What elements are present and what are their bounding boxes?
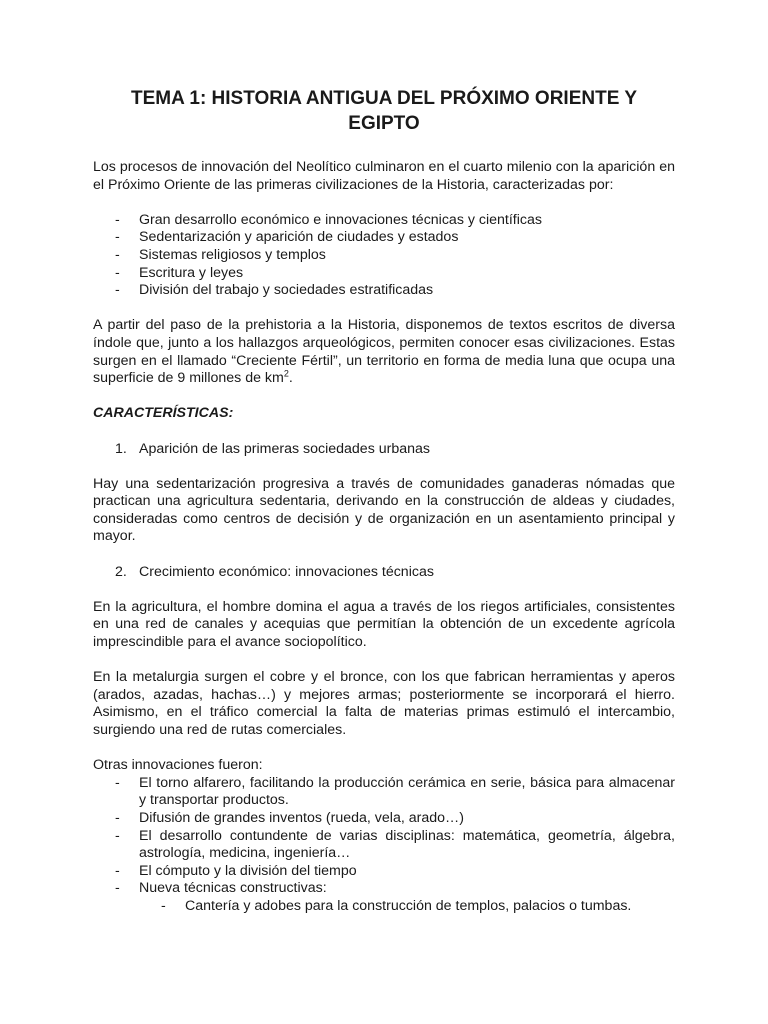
- list-item: - Gran desarrollo económico e innovaciones técnicas y científicas: [93, 212, 675, 230]
- section-heading: CARACTERÍSTICAS:: [93, 405, 234, 422]
- superscript: 2: [283, 368, 289, 379]
- paragraph-metalurgia: En la metalurgia surgen el cobre y el bronce, con los que fabrican herramientas y aperos (arados, azadas, hachas…) y mejores armas; posteriormente se incorporará el hierro. Asimismo, en el tráfico comercial la falta de materias primas estimuló el intercambio, surgiendo una red de rutas comerciales.: [93, 669, 675, 738]
- list-item: - Nueva técnicas constructivas:: [93, 880, 675, 898]
- paragraph-text: A partir del paso de la prehistoria a la Historia, disponemos de textos escritos de diversa índole que, junto a los hallazgos arqueológicos, permiten conocer esas civilizaciones. Estas surgen en el llamado “Creciente Fértil”, un territorio en forma de media luna que ocupa una superficie de 9 millones de km: [93, 317, 675, 387]
- paragraph-creciente-fertil: [93, 317, 675, 387]
- construction-sub-list: [93, 898, 675, 916]
- item-text: Crecimiento económico: innovaciones técnicas: [139, 563, 434, 580]
- numbered-item-2: [93, 564, 675, 582]
- paragraph-sedentarizacion: Hay una sedentarización progresiva a través de comunidades ganaderas nómadas que practican una agricultura sedentaria, derivando en la construcción de aldeas y ciudades, consideradas como centros de decisión y de organización en un asentamiento principal y mayor.: [93, 475, 675, 545]
- list-item: - El torno alfarero, facilitando la producción cerámica en serie, básica para almacenar y transportar productos.: [93, 775, 675, 810]
- numbered-item-1: [93, 441, 675, 459]
- list-item: - Sistemas religiosos y templos: [93, 247, 675, 265]
- list-item: - Escritura y leyes: [93, 265, 675, 283]
- list-item: - Difusión de grandes inventos (rueda, vela, arado…): [93, 810, 675, 828]
- innovations-list: [93, 775, 675, 898]
- list-item: - Sedentarización y aparición de ciudades y estados: [93, 229, 675, 247]
- page-title: TEMA 1: HISTORIA ANTIGUA DEL PRÓXIMO ORIENTE Y EGIPTO: [130, 88, 637, 134]
- list-item: - El cómputo y la división del tiempo: [93, 863, 675, 881]
- item-number: 2.: [115, 563, 127, 580]
- paragraph-agricultura: En la agricultura, el hombre domina el agua a través de los riegos artificiales, consistentes en una red de canales y acequias que permitían la obtención de un excedente agrícola imprescindible para el avance sociopolítico.: [93, 598, 675, 651]
- list-item: - El desarrollo contundente de varias disciplinas: matemática, geometría, álgebra, astrología, medicina, ingeniería…: [93, 828, 675, 863]
- item-text: Aparición de las primeras sociedades urbanas: [139, 440, 431, 457]
- intro-paragraph: Los procesos de innovación del Neolítico culminaron en el cuarto milenio con la aparición en el Próximo Oriente de las primeras civilizaciones de la Historia, caracterizadas por:: [93, 159, 675, 193]
- characteristics-list: [93, 212, 675, 300]
- list-item: - División del trabajo y sociedades estratificadas: [93, 282, 675, 300]
- paragraph-otras-innovaciones: Otras innovaciones fueron:: [93, 757, 263, 774]
- sub-list-item: - Cantería y adobes para la construcción de templos, palacios o tumbas.: [93, 898, 675, 916]
- paragraph-end: .: [288, 370, 293, 387]
- item-number: 1.: [115, 440, 127, 457]
